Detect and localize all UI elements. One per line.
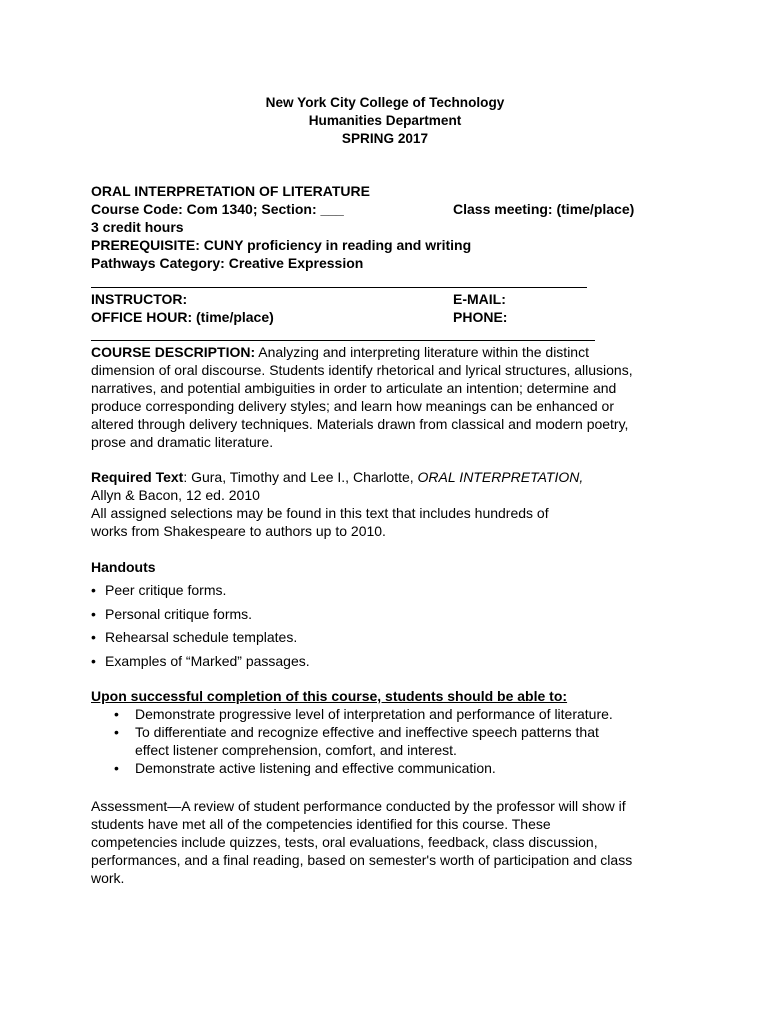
required-text-label: Required Text (91, 469, 184, 485)
learning-outcomes (91, 687, 701, 777)
term: SPRING 2017 (341, 131, 429, 146)
divider-rule (91, 340, 595, 341)
description-line: prose and dramatic literature. (91, 434, 274, 450)
required-text-publisher: Allyn & Bacon, 12 ed. 2010 (91, 487, 260, 503)
assessment-line: competencies include quizzes, tests, oral evaluations, feedback, class discussion, (91, 834, 598, 850)
bullet-icon: • (91, 605, 96, 622)
course-info (91, 182, 691, 272)
required-text-note: works from Shakespeare to authors up to 2010. (91, 523, 386, 539)
office-hour-label: OFFICE HOUR: (time/place) (91, 309, 274, 325)
document-header (0, 94, 770, 148)
assessment-section (91, 797, 701, 887)
college-name: New York City College of Technology (265, 95, 505, 110)
description-line: dimension of oral discourse. Students identify rhetorical and lyrical structures, allusions, (91, 362, 633, 378)
handouts-list (91, 581, 691, 675)
list-item: • Demonstrate progressive level of interpretation and performance of literature. (114, 706, 613, 722)
bullet-icon: • (91, 652, 96, 669)
required-text-section (91, 468, 691, 540)
required-text-note: All assigned selections may be found in this text that includes hundreds of (91, 505, 549, 521)
bullet-icon: • (114, 706, 119, 722)
course-title: ORAL INTERPRETATION OF LITERATURE (91, 183, 370, 199)
course-code: Course Code: Com 1340; Section: ___ (91, 201, 344, 217)
pathways-category: Pathways Category: Creative Expression (91, 255, 364, 271)
required-text-title: ORAL INTERPRETATION, (417, 469, 584, 485)
list-item: • To differentiate and recognize effective and ineffective speech patterns that effect listener comprehension, comfort, and interest. (114, 724, 599, 758)
list-item: • Personal critique forms. (91, 605, 253, 622)
description-line: produce corresponding delivery styles; and learn how meanings can be enhanced or (91, 398, 614, 414)
divider-rule (91, 287, 587, 288)
class-meeting: Class meeting: (time/place) (453, 201, 635, 217)
bullet-icon: • (91, 582, 96, 598)
bullet-icon: • (114, 760, 119, 776)
list-item: • Peer critique forms. (91, 582, 227, 598)
assessment-line: performances, and a final reading, based on semester's worth of participation and class (91, 852, 633, 868)
assessment-line: work. (91, 870, 125, 886)
list-item: • Demonstrate active listening and effective communication. (114, 760, 496, 776)
contact-info (91, 290, 691, 326)
outcomes-title: Upon successful completion of this course, students should be able to: (91, 688, 568, 704)
instructor-label: INSTRUCTOR: (91, 291, 188, 307)
description-line: Analyzing and interpreting literature within the distinct (255, 344, 589, 360)
email-label: E-MAIL: (453, 291, 506, 307)
department-name: Humanities Department (308, 113, 462, 128)
credit-hours: 3 credit hours (91, 219, 184, 235)
list-item: • Examples of “Marked” passages. (91, 652, 310, 669)
prerequisite: PREREQUISITE: CUNY proficiency in reading and writing (91, 237, 472, 253)
description-line: narratives, and potential ambiguities in order to articulate an intention; determine and (91, 380, 617, 396)
assessment-line: Assessment—A review of student performance conducted by the professor will show if (91, 798, 626, 814)
bullet-icon: • (91, 629, 96, 645)
required-text-authors: : Gura, Timothy and Lee I., Charlotte, (183, 469, 418, 485)
description-line: altered through delivery techniques. Materials drawn from classical and modern poetry, (91, 416, 629, 432)
handouts-title: Handouts (91, 559, 156, 575)
course-description (91, 343, 691, 451)
list-item: • Rehearsal schedule templates. (91, 629, 298, 645)
handouts-section (91, 558, 691, 675)
description-label: COURSE DESCRIPTION: (91, 344, 256, 360)
bullet-icon: • (114, 724, 119, 740)
phone-label: PHONE: (453, 309, 508, 325)
outcomes-list (91, 705, 701, 777)
course-code-row (91, 200, 691, 218)
office-hour-row (91, 308, 691, 326)
instructor-row (91, 290, 691, 308)
assessment-line: students have met all of the competencies identified for this course. These (91, 816, 551, 832)
